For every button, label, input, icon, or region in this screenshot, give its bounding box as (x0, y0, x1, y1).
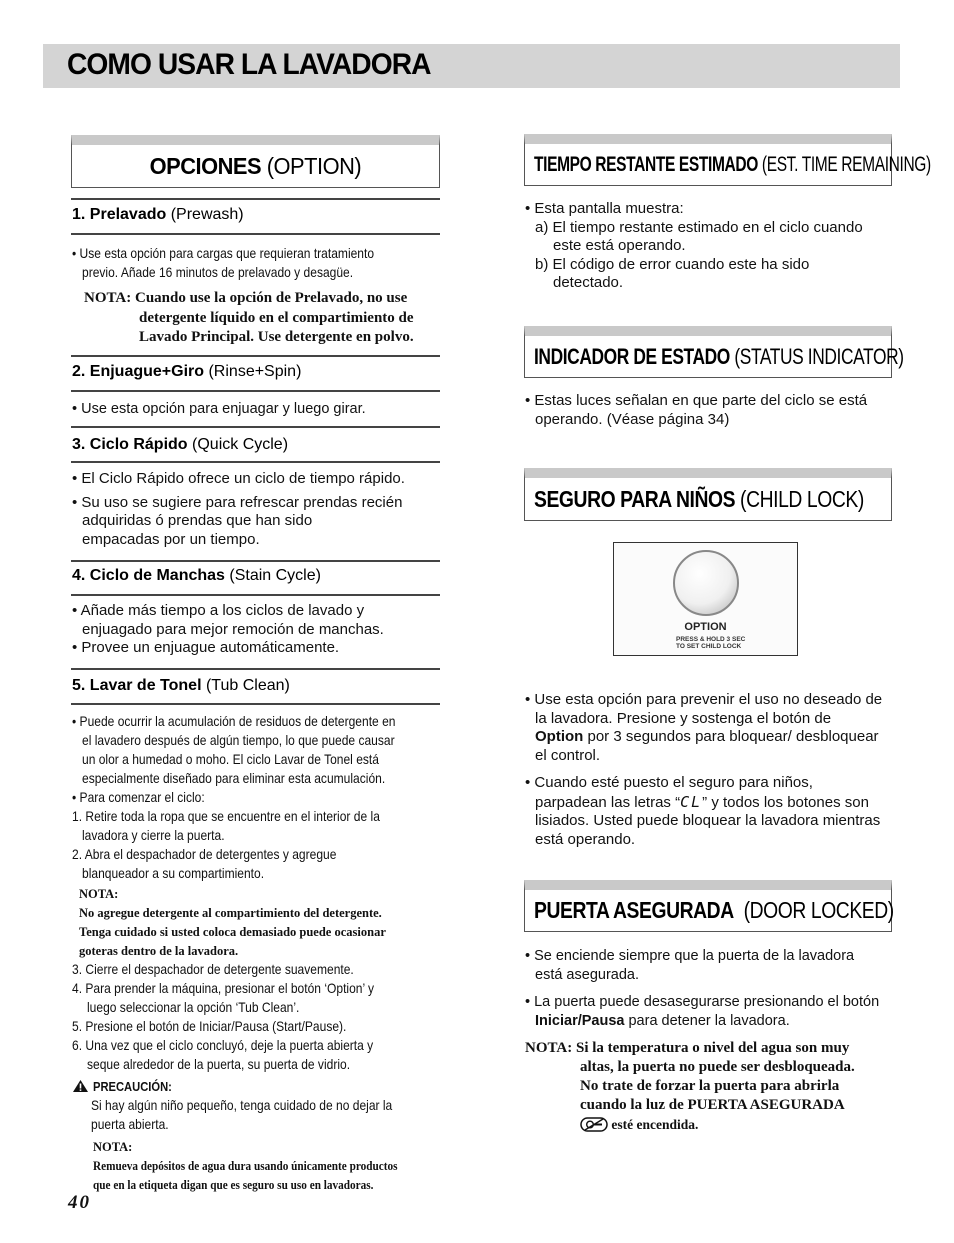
opciones-heading-box (71, 135, 440, 188)
note-line: goteras dentro de la lavadora. (79, 944, 239, 958)
manchas-title (72, 567, 321, 585)
note-line: altas, la puerta no puede ser desbloqueada. (580, 1059, 855, 1075)
text-line: un olor a humedad o moho. El ciclo Lavar de Tonel está (82, 751, 379, 767)
text-line: • Use esta opción para prevenir el uso no deseado de (525, 691, 883, 708)
option-label: OPTION (684, 621, 727, 633)
puerta-heading-rest: (DOOR LOCKED) (733, 897, 894, 923)
prelavado-title-rest: (Prewash) (166, 206, 244, 223)
text-line: detectado. (553, 274, 624, 291)
text-line: lisiados. Usted puede bloquear la lavadora mientras (535, 812, 881, 829)
text-line: • Añade más tiempo a los ciclos de lavado y (72, 602, 365, 619)
opciones-heading-bold: OPCIONES (149, 152, 262, 179)
caution-label: PRECAUCIÓN: (92, 1079, 172, 1094)
tonel-steps (72, 960, 423, 1074)
text-line: • El Ciclo Rápido ofrece un ciclo de tiempo rápido. (72, 470, 405, 487)
note-label: NOTA: (84, 290, 132, 306)
divider (71, 461, 440, 463)
text-line: especialmente diseñado para eliminar esta acumulación. (82, 770, 386, 786)
indicador-heading-box (524, 326, 904, 378)
note-line: Lavado Principal. Use detergente en polvo. (139, 329, 414, 345)
tonel-note-2 (93, 1138, 431, 1195)
text-line: • Estas luces señalan en que parte del ciclo se está (525, 392, 868, 409)
note-line: cuando la luz de PUERTA ASEGURADA (580, 1097, 845, 1113)
text-line: blanqueador a su compartimiento. (82, 865, 265, 881)
prelavado-title-bold: 1. Prelavado (72, 206, 167, 223)
text-line: 5. Presione el botón de Iniciar/Pausa (Start/Pause). (72, 1018, 347, 1034)
text-line: ” y todos los botones son (702, 793, 869, 811)
text-line: • Se enciende siempre que la puerta de la lavadora (525, 948, 855, 964)
text-line: • Cuando esté puesto el seguro para niños, (525, 774, 813, 791)
tonel-title-rest: (Tub Clean) (201, 677, 290, 694)
tiempo-heading-rest: (EST. TIME REMAINING) (757, 152, 931, 176)
note-line: No trate de forzar la puerta para abrirla (580, 1078, 840, 1094)
manchas-body (72, 602, 384, 658)
rapido-title-rest: (Quick Cycle) (187, 436, 289, 453)
note-label: NOTA: (79, 887, 119, 901)
text-line: luego seleccionar la opción ‘Tub Clean’. (87, 999, 300, 1015)
option-knob-button[interactable] (673, 550, 739, 616)
text-line: el lavadero después de algún tiempo, lo que puede causar (82, 732, 395, 748)
text-line: empacadas por un tiempo. (82, 530, 260, 548)
divider (71, 198, 440, 200)
text-line: puerta abierta. (91, 1116, 169, 1132)
note-label: NOTA: (525, 1040, 573, 1056)
text-line: a) El tiempo restante estimado en el ciclo cuando (535, 218, 863, 236)
prelavado-title (72, 206, 244, 224)
rapido-body (72, 470, 405, 549)
text-line: el control. (535, 746, 601, 764)
seguro-heading-bold: SEGURO PARA NIÑOS (534, 485, 736, 512)
note-line: esté encendida. (608, 1117, 699, 1132)
hint-line: PRESS & HOLD 3 SEC (676, 636, 746, 643)
text-line: 2. Abra el despachador de detergentes y agregue (72, 846, 337, 862)
text-line: adquiridas ó prendas que han sido (82, 512, 313, 529)
text-line: enjuagado para mejor remoción de manchas. (82, 620, 384, 638)
text-line: la lavadora. Presione y sostenga el botón de (535, 709, 832, 727)
hint-line: TO SET CHILD LOCK (676, 643, 742, 650)
seguro-body (525, 691, 882, 849)
tonel-note-1 (79, 885, 386, 961)
tonel-title-bold: 5. Lavar de Tonel (72, 677, 202, 694)
enjuague-title (72, 363, 301, 381)
puerta-body (525, 947, 879, 1030)
divider (71, 594, 440, 596)
door-lock-icon (580, 1117, 608, 1132)
text-line: • Puede ocurrir la acumulación de residuos de detergente en (72, 713, 396, 729)
page-number: 40 (68, 1192, 91, 1213)
prelavado-note (84, 289, 414, 348)
page-banner (43, 44, 900, 88)
text-line: para detener la lavadora. (624, 1012, 790, 1029)
text-line: parpadean las letras “ (535, 793, 681, 811)
indicador-body (525, 392, 867, 429)
divider (71, 390, 440, 392)
puerta-heading-box (524, 880, 892, 932)
option-bold: Option (535, 728, 584, 745)
enjuague-title-bold: 2. Enjuague+Giro (72, 363, 205, 380)
note-label: NOTA: (93, 1140, 133, 1154)
text-line: operando. (Véase página 34) (535, 410, 730, 428)
note-line: detergente líquido en el compartimiento de (139, 309, 414, 326)
child-lock-hint (676, 636, 745, 650)
manchas-title-rest: (Stain Cycle) (224, 567, 321, 584)
divider (71, 668, 440, 670)
note-line: Remueva depósitos de agua dura usando únicamente productos (93, 1159, 398, 1173)
note-line: No agregue detergente al compartimiento del detergente. (79, 906, 382, 920)
warning-triangle-icon (72, 1079, 89, 1093)
tonel-caution (72, 1077, 441, 1134)
text-line: Si hay algún niño pequeño, tenga cuidado de no dejar la (91, 1097, 393, 1113)
text-line: • Use esta opción para enjuagar y luego girar. (72, 401, 366, 417)
text-line: • La puerta puede desasegurarse presionando el botón (525, 994, 880, 1010)
rapido-title-bold: 3. Ciclo Rápido (72, 436, 188, 453)
page-title: COMO USAR LA LAVADORA (67, 48, 431, 81)
tiempo-heading-bold: TIEMPO RESTANTE ESTIMADO (534, 152, 758, 176)
tonel-body (72, 712, 448, 883)
text-line: 4. Para prender la máquina, presionar el botón ‘Option’ y (72, 980, 375, 996)
text-line: • Provee un enjuague automáticamente. (72, 639, 340, 656)
text-line: seque alrededor de la puerta, su puerta de vidrio. (87, 1056, 351, 1072)
note-line: Cuando use la opción de Prelavado, no use (134, 290, 408, 306)
note-line: Tenga cuidado si usted coloca demasiado puede ocasionar (79, 925, 386, 939)
text-line: está asegurada. (535, 966, 639, 983)
iniciar-pausa-bold: Iniciar/Pausa (535, 1012, 625, 1029)
text-line: b) El código de error cuando este ha sido (535, 255, 810, 273)
option-button-panel (613, 542, 798, 656)
text-line: 1. Retire toda la ropa que se encuentre en el interior de la (72, 808, 380, 824)
text-line: está operando. (535, 830, 636, 848)
text-line: • Use esta opción para cargas que requieran tratamiento (72, 245, 375, 261)
text-line: • Esta pantalla muestra: (525, 200, 684, 217)
seguro-heading-box (524, 468, 892, 521)
divider (71, 560, 440, 562)
enjuague-body (72, 400, 366, 419)
text-line: • Su uso se sugiere para refrescar prendas recién (72, 493, 403, 511)
prelavado-body (72, 244, 423, 282)
text-line: 3. Cierre el despachador de detergente suavemente. (72, 961, 354, 977)
divider (71, 703, 440, 705)
divider (71, 355, 440, 357)
opciones-heading-rest: (OPTION) (261, 152, 362, 179)
note-line: Si la temperatura o nivel del agua son muy (575, 1040, 850, 1056)
text-line: este está operando. (553, 237, 686, 254)
text-line: por 3 segundos para bloquear/ desbloquear (583, 728, 879, 745)
divider (71, 233, 440, 235)
seguro-heading-rest: (CHILD LOCK) (735, 485, 864, 512)
puerta-note (525, 1039, 855, 1134)
divider (71, 426, 440, 428)
text-line: lavadora y cierre la puerta. (82, 827, 225, 843)
puerta-heading-bold: PUERTA ASEGURADA (534, 897, 734, 923)
cl-code: CL (680, 792, 703, 811)
tiempo-body (525, 200, 863, 293)
manchas-title-bold: 4. Ciclo de Manchas (72, 567, 225, 584)
text-line: • Para comenzar el ciclo: (72, 789, 205, 805)
enjuague-title-rest: (Rinse+Spin) (204, 363, 302, 380)
text-line: previo. Añade 16 minutos de prelavado y desagüe. (82, 264, 354, 280)
indicador-heading-rest: (STATUS INDICATOR) (729, 343, 904, 369)
tonel-title (72, 677, 290, 695)
rapido-title (72, 436, 288, 454)
note-line: que en la etiqueta digan que es seguro su uso en lavadoras. (93, 1178, 374, 1192)
tiempo-heading-box (524, 134, 931, 186)
indicador-heading-bold: INDICADOR DE ESTADO (534, 343, 730, 369)
text-line: 6. Una vez que el ciclo concluyó, deje la puerta abierta y (72, 1037, 374, 1053)
